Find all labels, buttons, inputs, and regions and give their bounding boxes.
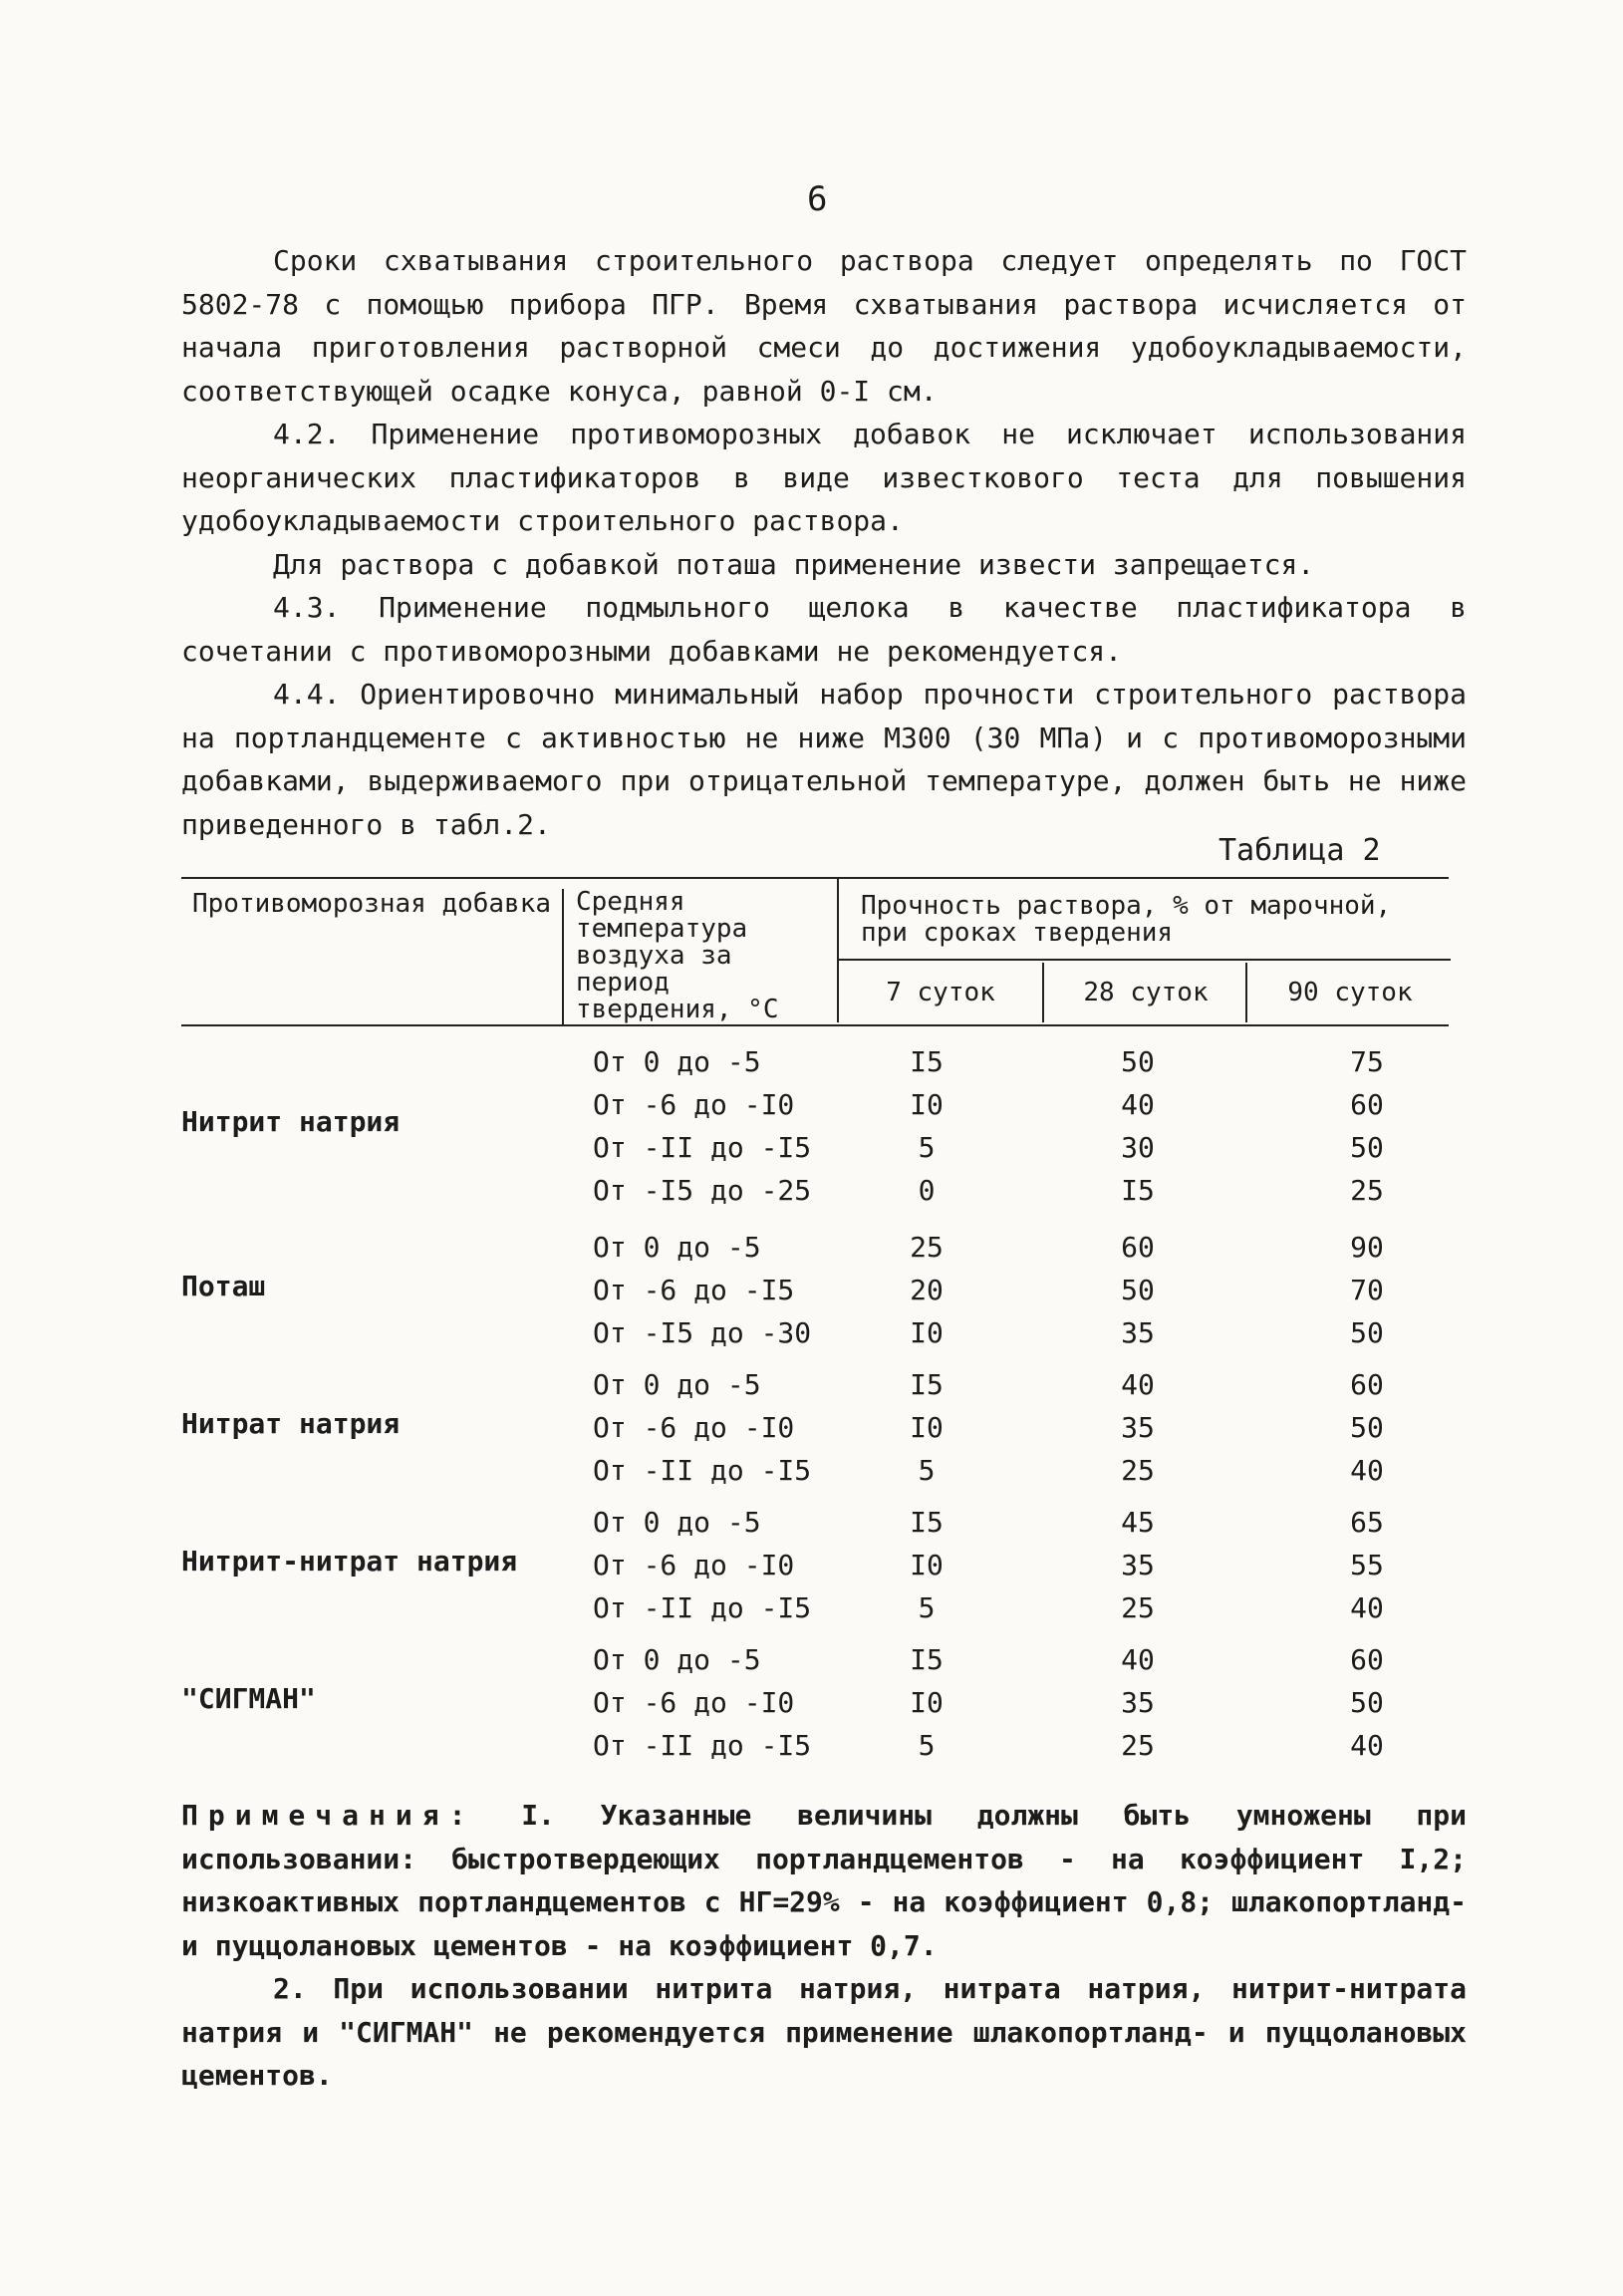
value-28-days: 40 (1121, 1643, 1155, 1676)
value-90-days: 70 (1350, 1274, 1384, 1306)
notes-label: Примечания: (181, 1799, 476, 1832)
table-row (181, 1501, 1449, 1544)
table-row (181, 1724, 1449, 1767)
value-7-days: 5 (918, 1131, 936, 1164)
header-temperature: Средняя температура воздуха за период твердения, °С (562, 889, 837, 1024)
temperature-range: От -6 до -I0 (593, 1549, 795, 1581)
table-row (181, 1083, 1449, 1126)
temperature-range: От 0 до -5 (593, 1368, 761, 1401)
table-group (181, 1226, 1449, 1354)
temperature-range: От -I5 до -25 (593, 1174, 812, 1207)
value-90-days: 55 (1350, 1549, 1384, 1581)
value-90-days: 50 (1350, 1411, 1384, 1444)
notes (181, 1794, 1467, 2098)
value-28-days: 60 (1121, 1231, 1155, 1264)
value-28-days: 30 (1121, 1131, 1155, 1164)
additive-name: Поташ (181, 1269, 266, 1302)
value-90-days: 50 (1350, 1316, 1384, 1349)
temperature-range: От 0 до -5 (593, 1045, 761, 1078)
value-7-days: I0 (910, 1549, 944, 1581)
table-caption: Таблица 2 (1218, 833, 1381, 868)
value-7-days: I5 (910, 1506, 944, 1539)
temperature-range: От -6 до -I0 (593, 1411, 795, 1444)
table-header (181, 877, 1449, 1026)
table-row (181, 1169, 1449, 1212)
value-28-days: 25 (1121, 1591, 1155, 1624)
table-row (181, 1406, 1449, 1449)
table-row (181, 1544, 1449, 1586)
value-90-days: 75 (1350, 1045, 1384, 1078)
note-2: 2. При использовании нитрита натрия, нитрата натрия, нитрит-нитрата натрия и "СИГМАН" не рекомендуется применение шлакопортланд- и пуццолановых цементов. (181, 1972, 1467, 2092)
value-28-days: 50 (1121, 1274, 1155, 1306)
value-90-days: 60 (1350, 1368, 1384, 1401)
temperature-range: От 0 до -5 (593, 1231, 761, 1264)
table-row (181, 1269, 1449, 1311)
value-28-days: 25 (1121, 1454, 1155, 1487)
value-7-days: 5 (918, 1591, 936, 1624)
table-body (181, 1040, 1449, 1767)
value-90-days: 50 (1350, 1131, 1384, 1164)
value-7-days: I0 (910, 1316, 944, 1349)
table-group (181, 1040, 1449, 1212)
additive-name: Нитрат натрия (181, 1406, 401, 1440)
header-additive: Противоморозная добавка (191, 889, 552, 919)
header-90-days: 90 суток (1245, 963, 1453, 1022)
value-7-days: I0 (910, 1686, 944, 1719)
value-28-days: 45 (1121, 1506, 1155, 1539)
paragraph-4-3: 4.3. Применение подмыльного щелока в качестве пластификатора в сочетании с противоморозными добавками не рекомендуется. (181, 591, 1467, 668)
temperature-range: От 0 до -5 (593, 1643, 761, 1676)
table-row (181, 1681, 1449, 1724)
temperature-range: От -6 до -I5 (593, 1274, 795, 1306)
value-7-days: 5 (918, 1729, 936, 1762)
table-row (181, 1126, 1449, 1169)
value-28-days: 35 (1121, 1686, 1155, 1719)
temperature-range: От -II до -I5 (593, 1131, 812, 1164)
table-row (181, 1363, 1449, 1406)
temperature-range: От 0 до -5 (593, 1506, 761, 1539)
temperature-range: От -I5 до -30 (593, 1316, 812, 1349)
temperature-range: От -6 до -I0 (593, 1686, 795, 1719)
table-row (181, 1311, 1449, 1354)
value-28-days: 50 (1121, 1045, 1155, 1078)
table-group (181, 1501, 1449, 1629)
header-7-days: 7 суток (886, 978, 995, 1007)
value-28-days: 35 (1121, 1316, 1155, 1349)
paragraph-4-4: 4.4. Ориентировочно минимальный набор прочности строительного раствора на портландцементе с активностью не ниже М300 (30 МПа) и с противоморозными добавками, выдерживаемого при отрицательной температуре, должен быть не ниже приведенного в табл.2. (181, 678, 1467, 841)
table-row (181, 1586, 1449, 1629)
value-28-days: 35 (1121, 1411, 1155, 1444)
strength-table (181, 877, 1449, 1767)
header-28-days: 28 суток (1042, 963, 1247, 1022)
table-group (181, 1363, 1449, 1492)
note-1 (181, 1794, 1467, 1967)
value-7-days: I0 (910, 1088, 944, 1121)
value-28-days: 25 (1121, 1729, 1155, 1762)
temperature-range: От -6 до -I0 (593, 1088, 795, 1121)
value-28-days: 40 (1121, 1368, 1155, 1401)
value-90-days: 40 (1350, 1729, 1384, 1762)
paragraph-4-2: 4.2. Применение противоморозных добавок не исключает использования неорганических пластификаторов в виде известкового теста для повышения удобоукладываемости строительного раствора. (181, 418, 1467, 537)
note-1-text: I. Указанные величины должны быть умножены при использовании: быстротвердеющих портландцементов - на коэффициент I,2; низкоактивных портландцементов с НГ=29% - на коэффициент 0,8; шлакопортланд- и пуццолановых цементов - на коэффициент 0,7. (181, 1799, 1468, 1962)
value-90-days: 60 (1350, 1643, 1384, 1676)
table-row (181, 1226, 1449, 1269)
table-row (181, 1449, 1449, 1492)
value-7-days: I5 (910, 1368, 944, 1401)
header-strength: Прочность раствора, % от марочной, при сроках твердения (839, 879, 1451, 961)
body-text (181, 239, 1467, 846)
page-number: 6 (807, 179, 828, 219)
value-90-days: 40 (1350, 1591, 1384, 1624)
value-28-days: I5 (1121, 1174, 1155, 1207)
table-group (181, 1638, 1449, 1767)
temperature-range: От -II до -I5 (593, 1454, 812, 1487)
value-90-days: 60 (1350, 1088, 1384, 1121)
value-28-days: 40 (1121, 1088, 1155, 1121)
value-7-days: 0 (918, 1174, 936, 1207)
table-row (181, 1638, 1449, 1681)
value-7-days: 25 (910, 1231, 944, 1264)
value-90-days: 50 (1350, 1686, 1384, 1719)
value-7-days: 20 (910, 1274, 944, 1306)
table-row (181, 1040, 1449, 1083)
value-90-days: 90 (1350, 1231, 1384, 1264)
paragraph-setting-time: Сроки схватывания строительного раствора следует определять по ГОСТ 5802-78 с помощью прибора ПГР. Время схватывания раствора исчисляется от начала приготовления растворной смеси до достижения удобоукладываемости, соответствующей осадке конуса, равной 0-I см. (181, 244, 1467, 408)
header-strength-group (837, 879, 1451, 1022)
temperature-range: От -II до -I5 (593, 1729, 812, 1762)
temperature-range: От -II до -I5 (593, 1591, 812, 1624)
value-7-days: I5 (910, 1045, 944, 1078)
value-7-days: I5 (910, 1643, 944, 1676)
paragraph-potash-lime: Для раствора с добавкой поташа применение извести запрещается. (273, 547, 1315, 581)
value-7-days: 5 (918, 1454, 936, 1487)
value-28-days: 35 (1121, 1549, 1155, 1581)
value-90-days: 65 (1350, 1506, 1384, 1539)
additive-name: Нитрит натрия (181, 1105, 401, 1138)
additive-name: Нитрит-нитрат натрия (181, 1544, 518, 1578)
additive-name: "СИГМАН" (181, 1681, 316, 1715)
value-90-days: 25 (1350, 1174, 1384, 1207)
value-7-days: I0 (910, 1411, 944, 1444)
value-90-days: 40 (1350, 1454, 1384, 1487)
